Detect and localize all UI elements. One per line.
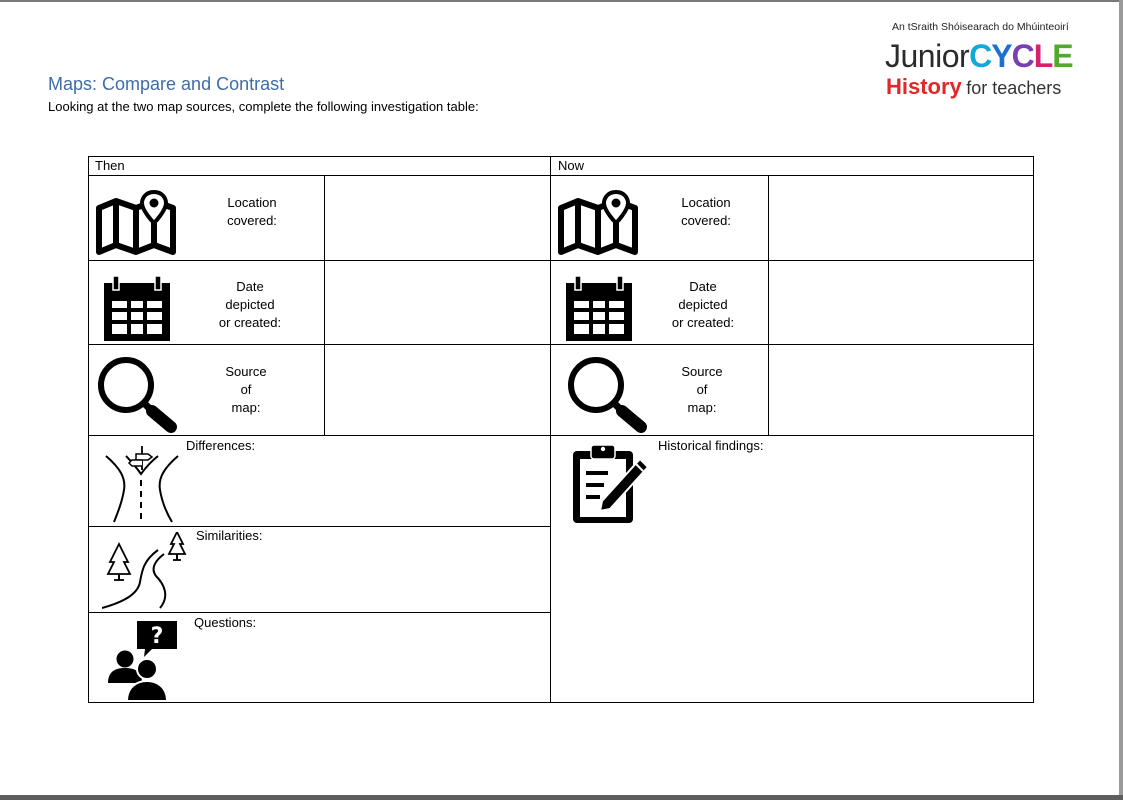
logo-junior-cycle: [885, 38, 1073, 74]
then-header: Then: [95, 158, 125, 173]
clipboard-pencil-icon: [570, 443, 650, 525]
table-border-right: [1033, 156, 1034, 703]
logo-cycle-letter: C: [1011, 38, 1034, 74]
date-depicted-label: Date depicted or created:: [218, 279, 282, 330]
similarities-label: Similarities:: [196, 528, 263, 543]
row-divider: [88, 612, 550, 613]
row-divider: [88, 435, 1034, 436]
source-of-map-label: Source of map:: [681, 364, 723, 415]
differences-label: Differences:: [186, 438, 256, 453]
page-title: Maps: Compare and Contrast: [48, 74, 285, 94]
page-border-bottom: [0, 795, 1123, 800]
table-border-top: [88, 156, 1034, 157]
now-source-answer-cell[interactable]: [769, 345, 1033, 435]
page-border-right: [1119, 0, 1123, 800]
magnifying-glass-icon: [566, 355, 648, 433]
logo-cycle: [969, 38, 1072, 74]
now-location-answer-cell[interactable]: [769, 176, 1033, 260]
historical-findings-label: Historical findings:: [658, 438, 764, 453]
winding-road-trees-icon: [102, 532, 188, 612]
then-location-answer-cell[interactable]: [325, 176, 550, 260]
logo-cycle-letter: C: [969, 38, 992, 74]
investigation-table: [88, 156, 1034, 703]
table-border-bottom: [88, 702, 1034, 703]
logo-cycle-letter: Y: [991, 38, 1012, 74]
calendar-icon: [564, 274, 634, 344]
then-source-answer-cell[interactable]: [325, 345, 550, 435]
logo-history-line: [886, 74, 1061, 100]
calendar-icon: [102, 274, 172, 344]
instructions-text: Looking at the two map sources, complete the following investigation table:: [48, 99, 479, 114]
source-of-map-label: Source of map:: [225, 364, 267, 415]
forked-road-signpost-icon: [102, 442, 182, 524]
now-header: Now: [558, 158, 585, 173]
row-divider: [88, 526, 550, 527]
people-question-bubble-icon: [106, 621, 182, 701]
column-divider: [550, 156, 551, 703]
logo-cycle-letter: E: [1052, 38, 1073, 74]
location-covered-label: Location covered:: [681, 195, 731, 228]
table-border-left: [88, 156, 89, 703]
now-date-answer-cell[interactable]: [769, 261, 1033, 344]
logo-for-teachers: for teachers: [966, 78, 1062, 98]
questions-answer-cell[interactable]: [268, 634, 548, 700]
date-depicted-label: Date depicted or created:: [671, 279, 735, 330]
historical-findings-answer-cell[interactable]: [658, 458, 1028, 698]
similarities-answer-cell[interactable]: [268, 546, 548, 610]
map-pin-icon: [558, 190, 640, 256]
questions-label: Questions:: [194, 615, 257, 630]
page-border-top: [0, 0, 1123, 2]
logo-cycle-letter: L: [1033, 38, 1053, 74]
then-date-answer-cell[interactable]: [325, 261, 550, 344]
logo-irish-text: An tSraith Shóisearach do Mhúinteoirí: [892, 21, 1069, 33]
magnifying-glass-icon: [96, 355, 178, 433]
logo-history: History: [886, 74, 962, 99]
location-covered-label: Location covered:: [227, 195, 277, 228]
map-pin-icon: [96, 190, 178, 256]
logo-junior: Junior: [885, 38, 970, 74]
differences-answer-cell[interactable]: [248, 456, 548, 524]
svg-text:?: ?: [150, 624, 164, 649]
